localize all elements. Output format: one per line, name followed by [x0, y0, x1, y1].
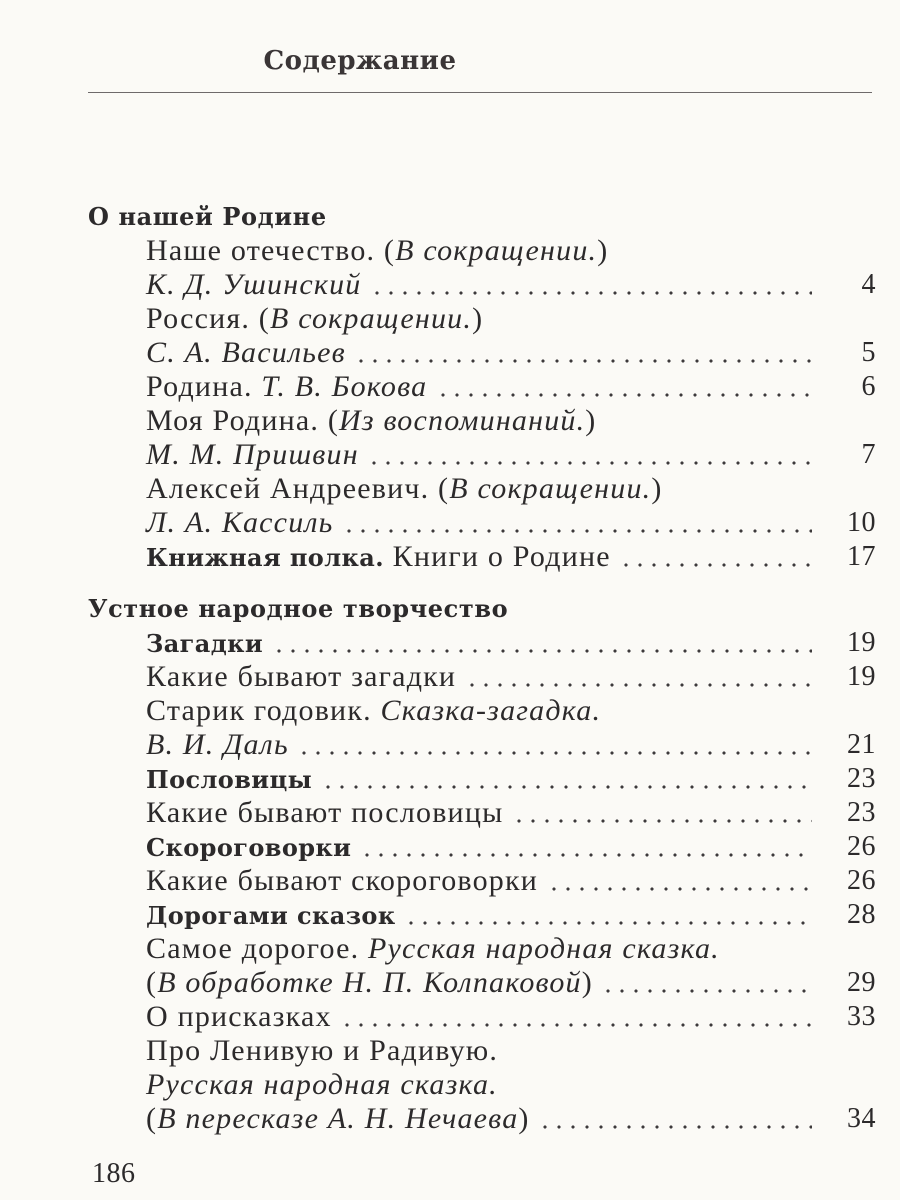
toc-entry[interactable] — [0, 898, 900, 932]
toc-entry-text — [146, 966, 593, 1000]
italic-text: Л. А. Кассиль — [146, 506, 334, 539]
toc-entry-text — [146, 1102, 530, 1136]
toc-entry[interactable] — [0, 1068, 900, 1102]
dot-leader — [297, 732, 812, 758]
toc-entry[interactable] — [0, 966, 900, 1000]
italic-text: В пересказе А. Н. Нечаева — [157, 1102, 519, 1135]
toc-entry-text — [146, 472, 663, 506]
plain-text: ( — [146, 966, 158, 999]
toc-entry[interactable] — [0, 506, 900, 540]
toc-page-number: 17 — [847, 541, 876, 572]
italic-text: Сказка-загадка. — [380, 694, 602, 727]
italic-text: Т. В. Бокова — [261, 370, 428, 403]
toc-entry-text — [146, 540, 611, 575]
section-heading-text: Устное народное творчество — [88, 594, 509, 623]
toc-page-number: 34 — [847, 1103, 876, 1134]
italic-text: В сокращении. — [395, 234, 598, 267]
toc-page-number: 6 — [861, 371, 876, 402]
italic-text: В сокращении. — [449, 472, 652, 505]
toc-entry[interactable] — [0, 796, 900, 830]
toc-entry[interactable] — [0, 438, 900, 472]
section-heading — [0, 592, 900, 626]
toc-entry[interactable] — [0, 694, 900, 728]
italic-text: В обработке Н. П. Колпаковой — [157, 966, 582, 999]
toc-entry-text — [146, 438, 359, 472]
plain-text: Какие бывают пословицы — [146, 796, 504, 829]
toc-entry-text — [146, 1000, 332, 1034]
toc-entry[interactable] — [0, 268, 900, 302]
toc-entry[interactable] — [0, 626, 900, 660]
dot-leader — [342, 510, 812, 536]
plain-text: Наше отечество. ( — [146, 234, 396, 267]
toc-page-number: 10 — [847, 507, 876, 538]
dot-leader — [436, 374, 812, 400]
plain-text: ) — [581, 966, 593, 999]
italic-text: В. И. Даль — [146, 728, 289, 761]
toc-entry[interactable] — [0, 472, 900, 506]
bold-text: Пословицы — [146, 765, 313, 794]
bold-text: Загадки — [146, 629, 264, 658]
plain-text: ) — [585, 404, 597, 437]
toc-entry-text — [146, 404, 597, 438]
plain-text: Россия. ( — [146, 302, 270, 335]
toc-entry[interactable] — [0, 728, 900, 762]
page-number: 186 — [92, 1158, 136, 1189]
toc-entry-text — [146, 762, 312, 797]
toc-entry-text — [146, 728, 289, 762]
plain-text: О присказках — [146, 1000, 332, 1033]
toc-entry[interactable] — [0, 336, 900, 370]
toc-entry-text — [146, 234, 608, 268]
plain-text: Старик годовик. — [146, 694, 381, 727]
dot-leader — [340, 1004, 812, 1030]
title-divider — [88, 92, 872, 93]
dot-leader — [512, 800, 812, 826]
plain-text: Алексей Андреевич. ( — [146, 472, 450, 505]
plain-text: Самое дорогое. — [146, 932, 368, 965]
toc-page-number: 21 — [847, 729, 876, 760]
plain-text: Какие бывают скороговорки — [146, 864, 539, 897]
plain-text: Родина. — [146, 370, 262, 403]
toc-page-number: 19 — [847, 661, 876, 692]
toc-entry-text — [146, 830, 351, 865]
dot-leader — [601, 970, 812, 996]
toc-entry[interactable] — [0, 762, 900, 796]
toc-page-number: 4 — [861, 269, 876, 300]
toc-page-number: 5 — [861, 337, 876, 368]
dot-leader — [367, 442, 812, 468]
dot-leader — [272, 630, 812, 656]
italic-text: Из воспоминаний. — [339, 404, 586, 437]
toc-entry[interactable] — [0, 1102, 900, 1136]
toc-entry[interactable] — [0, 404, 900, 438]
toc-entry-text — [146, 1068, 498, 1102]
dot-leader — [538, 1106, 812, 1132]
toc-entry[interactable] — [0, 540, 900, 574]
toc-page-number: 23 — [847, 797, 876, 828]
plain-text: Какие бывают загадки — [146, 660, 457, 693]
dot-leader — [370, 272, 812, 298]
italic-text: Русская народная сказка. — [146, 1068, 498, 1101]
toc-entry-text — [146, 626, 263, 661]
toc-entry[interactable] — [0, 864, 900, 898]
toc-entry[interactable] — [0, 660, 900, 694]
plain-text: ) — [518, 1102, 530, 1135]
toc-page-number: 26 — [847, 831, 876, 862]
toc-entry-text — [146, 932, 720, 966]
dot-leader — [465, 664, 812, 690]
toc-entry[interactable] — [0, 830, 900, 864]
toc-page-number: 7 — [861, 439, 876, 470]
toc-page-number: 29 — [847, 967, 876, 998]
dot-leader — [619, 544, 812, 570]
toc-entry-text — [146, 370, 427, 404]
italic-text: К. Д. Ушинский — [146, 268, 362, 301]
plain-text: Про Ленивую и Радивую. — [146, 1034, 499, 1067]
plain-text: ) — [597, 234, 609, 267]
plain-text: ( — [146, 1102, 158, 1135]
toc-page-number: 33 — [847, 1001, 876, 1032]
section-heading-text: О нашей Родине — [88, 202, 327, 231]
toc-entry-text — [146, 336, 346, 370]
italic-text: Русская народная сказка. — [368, 932, 720, 965]
toc-entry[interactable] — [0, 370, 900, 404]
toc-entry[interactable] — [0, 1034, 900, 1068]
plain-text: ) — [472, 302, 484, 335]
toc-entry-text — [146, 302, 483, 336]
bold-text: Книжная полка. — [146, 543, 384, 572]
toc-entry[interactable] — [0, 1000, 900, 1034]
dot-leader — [321, 766, 812, 792]
plain-text: Моя Родина. ( — [146, 404, 340, 437]
italic-text: М. М. Пришвин — [146, 438, 359, 471]
toc-page-number: 28 — [847, 899, 876, 930]
page-title: Содержание — [263, 46, 457, 76]
section-heading — [0, 200, 900, 234]
toc-entry-text — [146, 694, 601, 728]
toc-entry-text — [146, 864, 538, 898]
dot-leader — [354, 340, 812, 366]
bold-text: Дорогами сказок — [146, 901, 396, 930]
toc-entry-text — [146, 660, 456, 694]
bold-text: Скороговорки — [146, 833, 352, 862]
toc-entry-text — [146, 1034, 498, 1068]
plain-text: Книги о Родине — [383, 540, 611, 573]
toc-page-number: 19 — [847, 627, 876, 658]
dot-leader — [547, 868, 812, 894]
italic-text: С. А. Васильев — [146, 336, 346, 369]
toc-entry[interactable] — [0, 234, 900, 268]
toc-entry-text — [146, 506, 334, 540]
dot-leader — [360, 834, 812, 860]
dot-leader — [404, 902, 812, 928]
toc-page-number: 23 — [847, 763, 876, 794]
toc-entry-text — [146, 796, 503, 830]
toc-entry-text — [146, 268, 361, 302]
toc-entry-text — [146, 898, 396, 933]
toc-page-number: 26 — [847, 865, 876, 896]
toc-entry[interactable] — [0, 932, 900, 966]
italic-text: В сокращении. — [269, 302, 473, 335]
plain-text: ) — [651, 472, 663, 505]
toc-entry[interactable] — [0, 302, 900, 336]
